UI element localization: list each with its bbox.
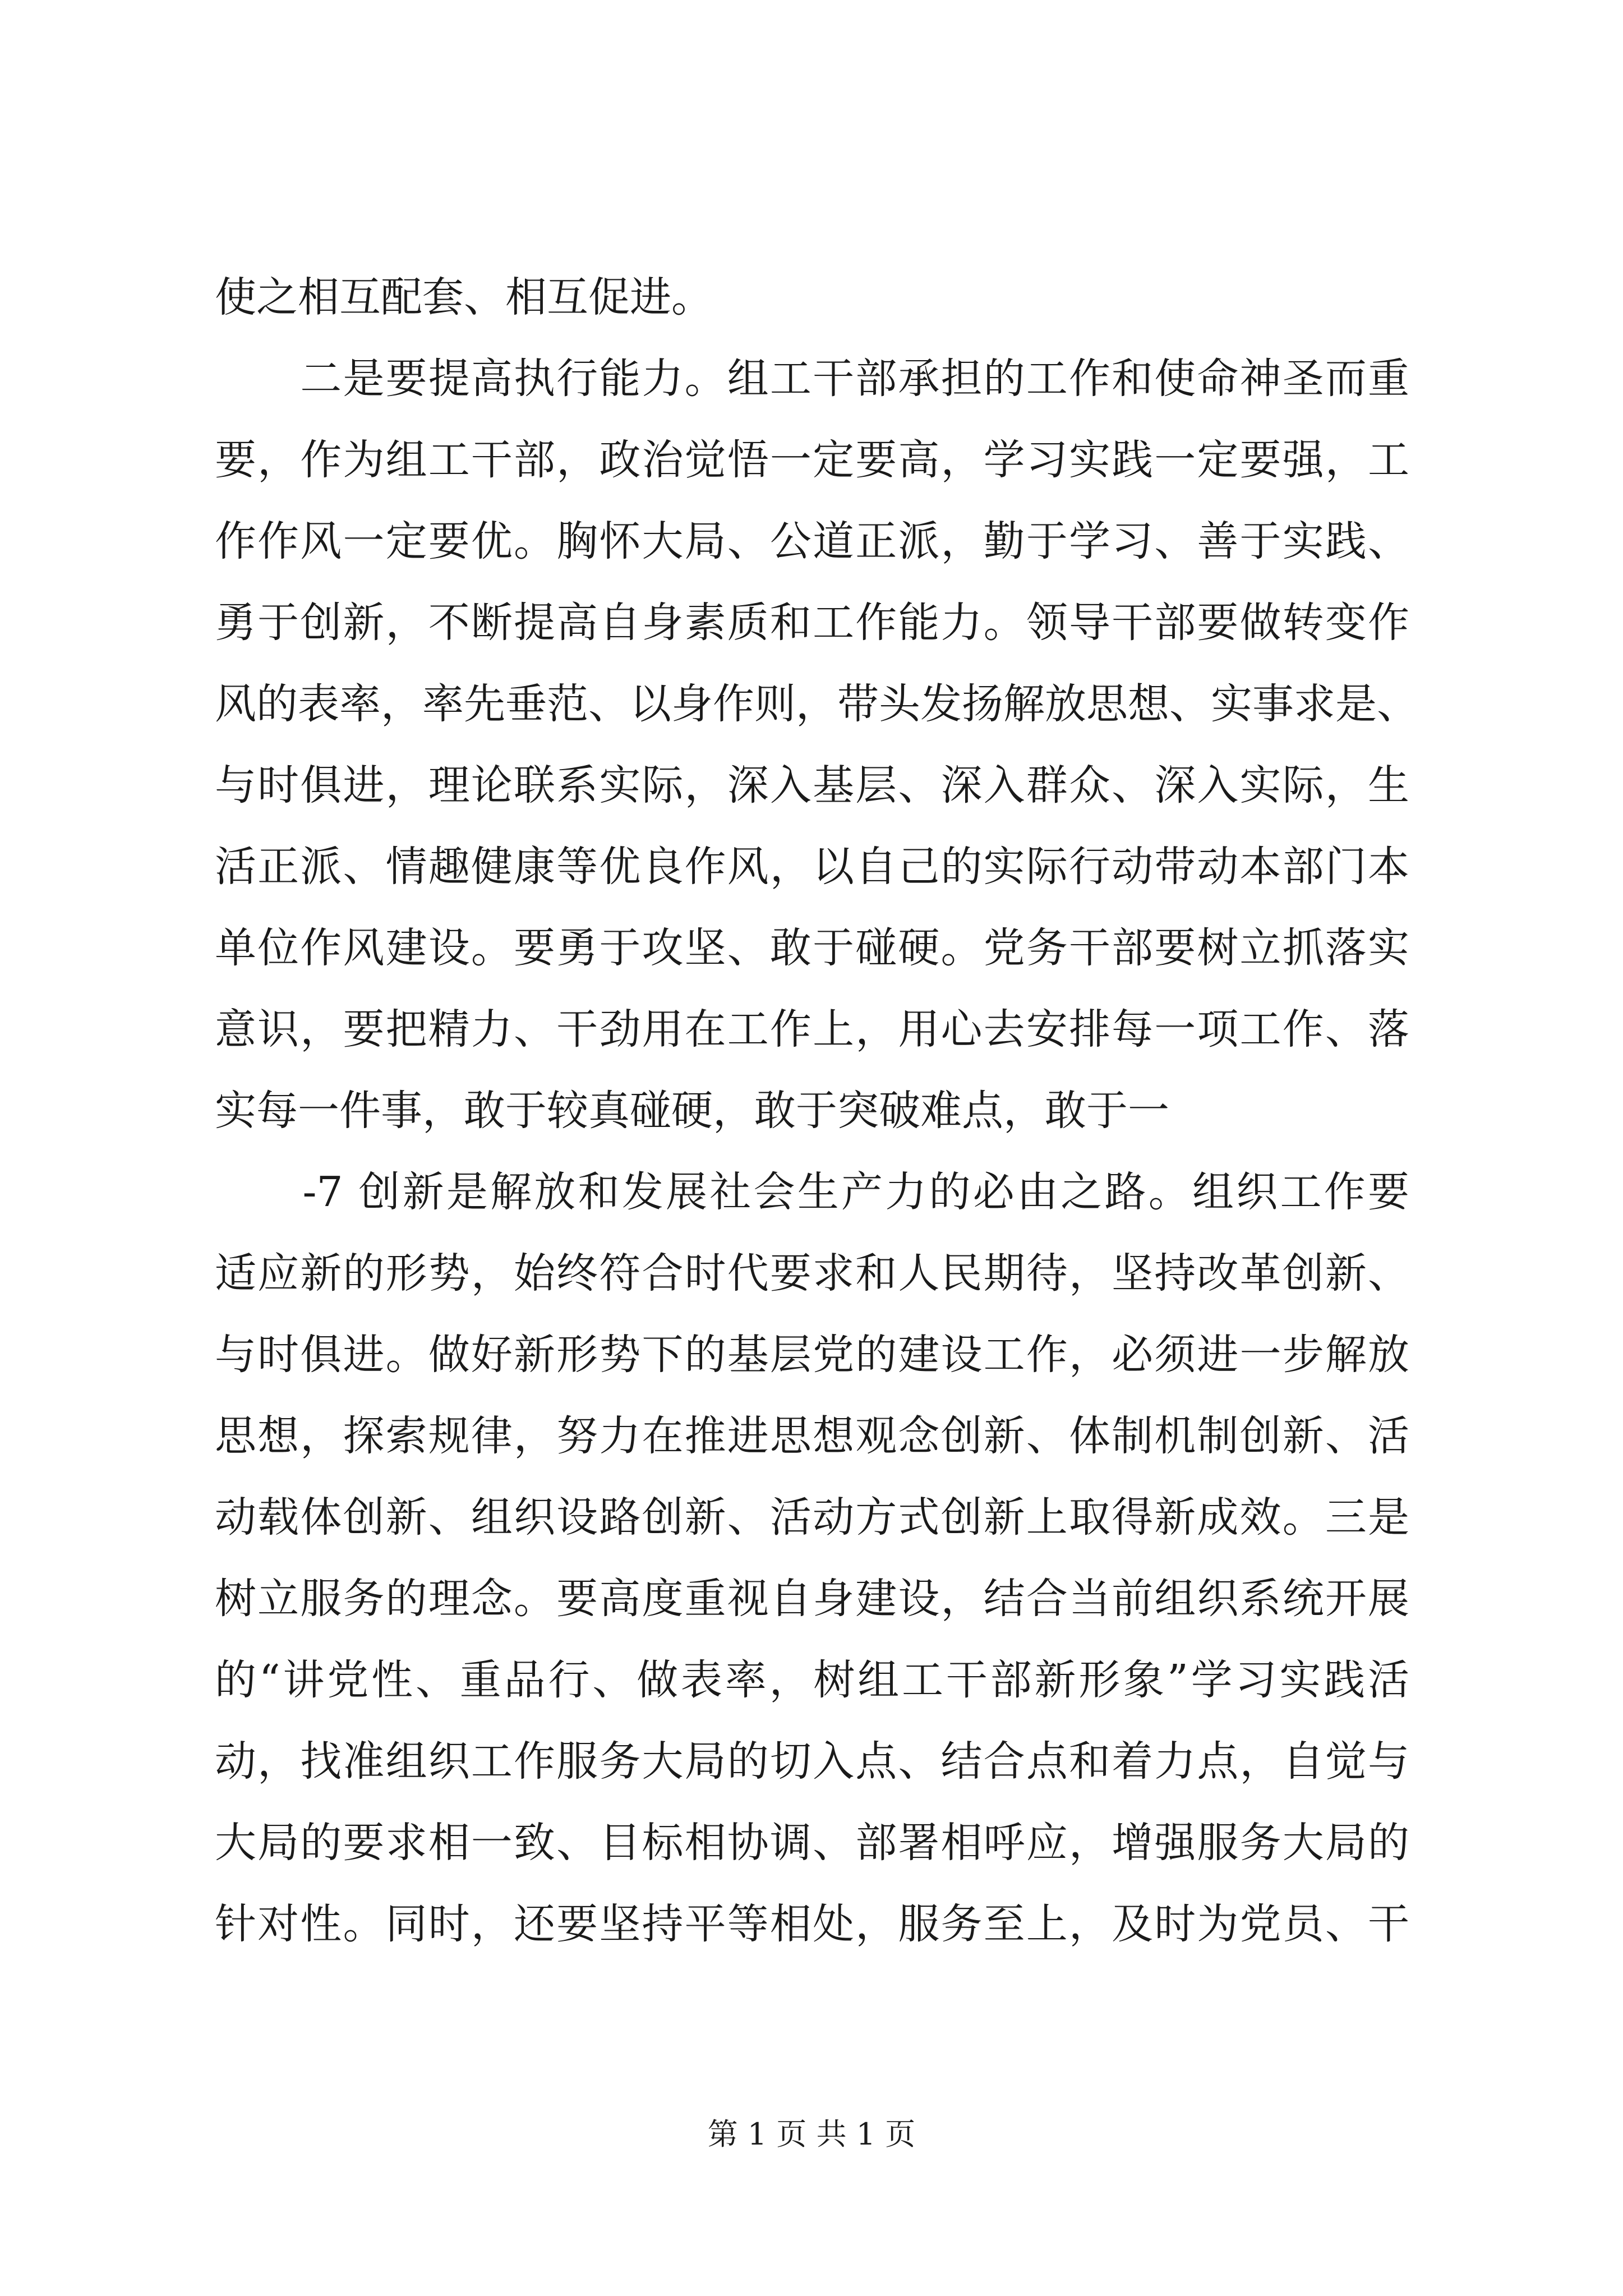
text-line-2: 二是要提高执行能力。组工干部承担的工作和使命神圣而重 (215, 355, 1409, 403)
text-line-14: 与时俱进。做好新形势下的基层党的建设工作，必须进一步解放 (215, 1331, 1409, 1379)
text-line-15: 思想，探索规律，努力在推进思想观念创新、体制机制创新、活 (215, 1412, 1409, 1460)
text-line-21: 针对性。同时，还要坚持平等相处，服务至上，及时为党员、干 (215, 1900, 1409, 1948)
text-line-16: 动载体创新、组织设路创新、活动方式创新上取得新成效。三是 (215, 1493, 1409, 1542)
page-footer: 第 1 页 共 1 页 (707, 2116, 916, 2152)
text-line-7: 与时俱进，理论联系实际，深入基层、深入群众、深入实际，生 (215, 761, 1409, 809)
text-line-18: 的“讲党性、重品行、做表率，树组工干部新形象”学习实践活 (215, 1656, 1409, 1704)
text-line-4: 作作风一定要优。胸怀大局、公道正派，勤于学习、善于实践、 (215, 517, 1409, 565)
text-line-5: 勇于创新，不断提高自身素质和工作能力。领导干部要做转变作 (215, 599, 1409, 647)
text-line-11: 实每一件事，敢于较真碰硬，敢于突破难点，敢于一 (215, 1087, 1169, 1135)
text-line-3: 要，作为组工干部，政治觉悟一定要高，学习实践一定要强，工 (215, 436, 1409, 484)
text-line-20: 大局的要求相一致、目标相协调、部署相呼应，增强服务大局的 (215, 1819, 1409, 1867)
text-line-12: -7 创新是解放和发展社会生产力的必由之路。组织工作要 (215, 1168, 1409, 1216)
text-line-17: 树立服务的理念。要高度重视自身建设，结合当前组织系统开展 (215, 1575, 1409, 1623)
text-line-6: 风的表率，率先垂范、以身作则，带头发扬解放思想、实事求是、 (215, 680, 1418, 728)
text-line-19: 动，找准组织工作服务大局的切入点、结合点和着力点，自觉与 (215, 1737, 1409, 1786)
text-line-10: 意识，要把精力、干劲用在工作上，用心去安排每一项工作、落 (215, 1005, 1409, 1053)
text-line-13: 适应新的形势，始终符合时代要求和人民期待，坚持改革创新、 (215, 1249, 1409, 1297)
text-line-1: 使之相互配套、相互促进。 (215, 273, 713, 321)
text-line-8: 活正派、情趣健康等优良作风，以自己的实际行动带动本部门本 (215, 843, 1409, 891)
text-line-9: 单位作风建设。要勇于攻坚、敢于碰硬。党务干部要树立抓落实 (215, 924, 1409, 972)
